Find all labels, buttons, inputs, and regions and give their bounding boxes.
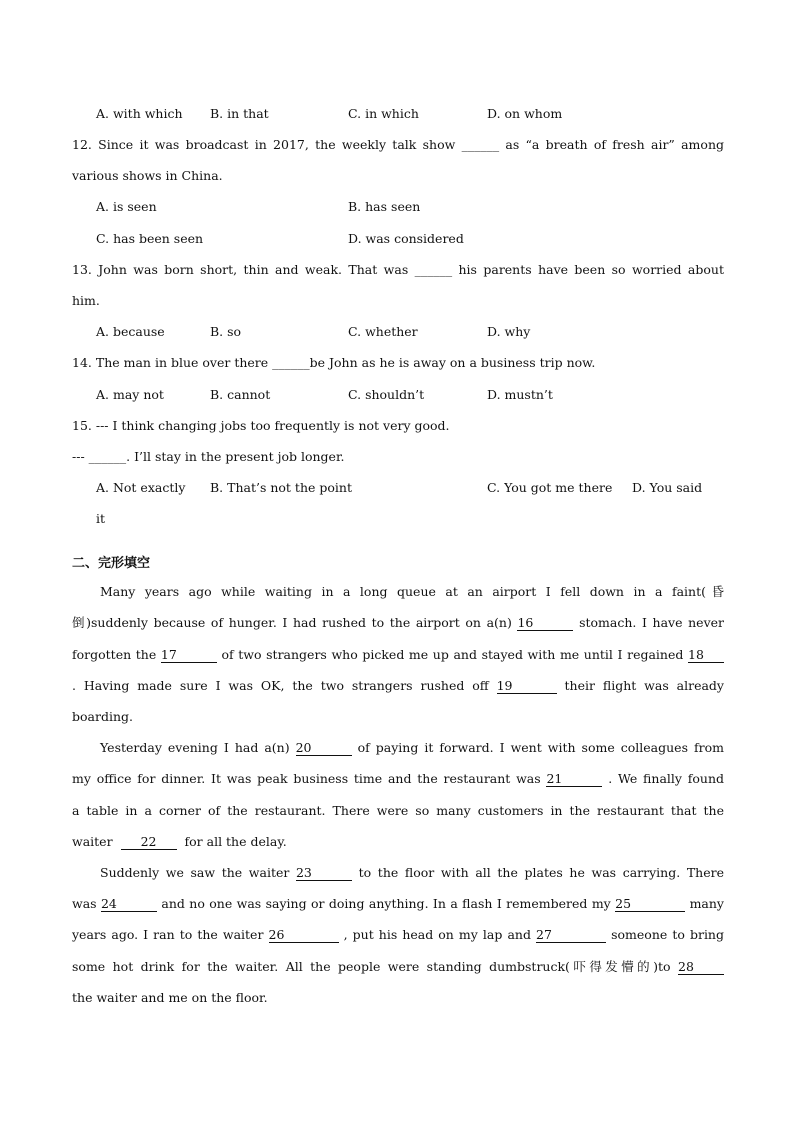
passage-text: of two strangers who picked me up and stayed with me until I regained (221, 647, 684, 662)
blank-18[interactable]: 18 (688, 648, 724, 663)
q11-option-b: B. in that (210, 106, 269, 121)
q12-option-b: B. has seen (348, 199, 421, 214)
passage-text: , put his head on my lap and (343, 927, 531, 942)
blank-22[interactable]: 22 (121, 835, 177, 850)
blank-16[interactable]: 16 (517, 616, 573, 631)
blank-21[interactable]: 21 (546, 772, 602, 787)
q12-stem-line1: 12. Since it was broadcast in 2017, the weekly talk show ______ as “a breath of fresh air” among (72, 137, 724, 152)
passage-text: Yesterday evening I had a(n) (100, 740, 290, 755)
passage-text: and no one was saying or doing anything. In a flash I remembered my (161, 896, 611, 911)
passage-text: forgotten the (72, 647, 157, 662)
q11-option-d: D. on whom (487, 106, 563, 121)
passage-text: my office for dinner. It was peak business time and the restaurant was (72, 771, 541, 786)
section-title: 二、完形填空 (72, 556, 151, 571)
q14-stem: 14. The man in blue over there ______be John as he is away on a business trip now. (72, 355, 596, 370)
passage-p3-line3 (72, 927, 724, 943)
passage-p3-line5: the waiter and me on the floor. (72, 990, 268, 1005)
passage-text: Suddenly we saw the waiter (100, 865, 290, 880)
passage-p3-line2 (72, 896, 724, 912)
passage-text: someone to bring (611, 927, 724, 942)
passage-text: . We finally found (608, 771, 724, 786)
passage-text: some hot drink for the waiter. All the people were standing dumbstruck(吓得发懵的)to (72, 959, 671, 974)
q13-option-a: A. because (96, 324, 165, 339)
passage-text: many (689, 896, 724, 911)
passage-text: of paying it forward. I went with some colleagues from (357, 740, 724, 755)
q13-stem-line2: him. (72, 293, 100, 308)
blank-23[interactable]: 23 (296, 866, 352, 881)
q11-option-a: A. with which (96, 106, 183, 121)
blank-24[interactable]: 24 (101, 897, 157, 912)
q13-option-d: D. why (487, 324, 531, 339)
q13-option-b: B. so (210, 324, 242, 339)
passage-p2-line2 (72, 771, 724, 787)
passage-p3-line4 (72, 959, 724, 975)
blank-19[interactable]: 19 (497, 679, 557, 694)
q13-option-c: C. whether (348, 324, 418, 339)
q15-stem-line1: 15. --- I think changing jobs too frequently is not very good. (72, 418, 450, 433)
passage-text: 倒)suddenly because of hunger. I had rushed to the airport on a(n) (72, 615, 512, 630)
passage-text: . Having made sure I was OK, the two strangers rushed off (72, 678, 489, 693)
q13-stem-line1: 13. John was born short, thin and weak. That was ______ his parents have been so worried about (72, 262, 724, 277)
passage-p1-line4 (72, 678, 724, 694)
q15-option-b: B. That’s not the point (210, 480, 352, 495)
passage-p3-line1 (100, 865, 724, 881)
blank-27[interactable]: 27 (536, 928, 606, 943)
q15-option-a: A. Not exactly (96, 480, 186, 495)
passage-p2-line1 (100, 740, 724, 756)
q14-option-b: B. cannot (210, 387, 271, 402)
passage-p1-line5: boarding. (72, 709, 133, 724)
passage-p1-line2 (72, 615, 724, 631)
q15-option-d-continued: it (96, 511, 106, 526)
passage-text: to the floor with all the plates he was carrying. There (358, 865, 724, 880)
passage-p2-line3: a table in a corner of the restaurant. There were so many customers in the restaurant that the (72, 803, 724, 818)
q12-option-a: A. is seen (96, 199, 157, 214)
passage-text: for all the delay. (184, 834, 287, 849)
blank-17[interactable]: 17 (161, 648, 217, 663)
q14-option-a: A. may not (96, 387, 164, 402)
q15-option-c: C. You got me there (487, 480, 613, 495)
blank-20[interactable]: 20 (296, 741, 352, 756)
blank-25[interactable]: 25 (615, 897, 685, 912)
q15-option-d: D. You said (632, 480, 703, 495)
passage-text: their flight was already (564, 678, 724, 693)
q12-option-c: C. has been seen (96, 231, 204, 246)
q12-stem-line2: various shows in China. (72, 168, 223, 183)
q14-option-c: C. shouldn’t (348, 387, 425, 402)
q15-stem-line2: --- ______. I’ll stay in the present job longer. (72, 449, 345, 464)
blank-26[interactable]: 26 (269, 928, 339, 943)
q14-option-d: D. mustn’t (487, 387, 553, 402)
q11-option-c: C. in which (348, 106, 419, 121)
passage-p1-line1: Many years ago while waiting in a long queue at an airport I fell down in a faint(昏 (100, 584, 724, 599)
passage-p2-line4 (72, 834, 724, 850)
q12-option-d: D. was considered (348, 231, 464, 246)
passage-text: was (72, 896, 97, 911)
passage-p1-line3 (72, 647, 724, 663)
passage-text: years ago. I ran to the waiter (72, 927, 264, 942)
blank-28[interactable]: 28 (678, 960, 724, 975)
passage-text: stomach. I have never (579, 615, 725, 630)
passage-text: waiter (72, 834, 113, 849)
